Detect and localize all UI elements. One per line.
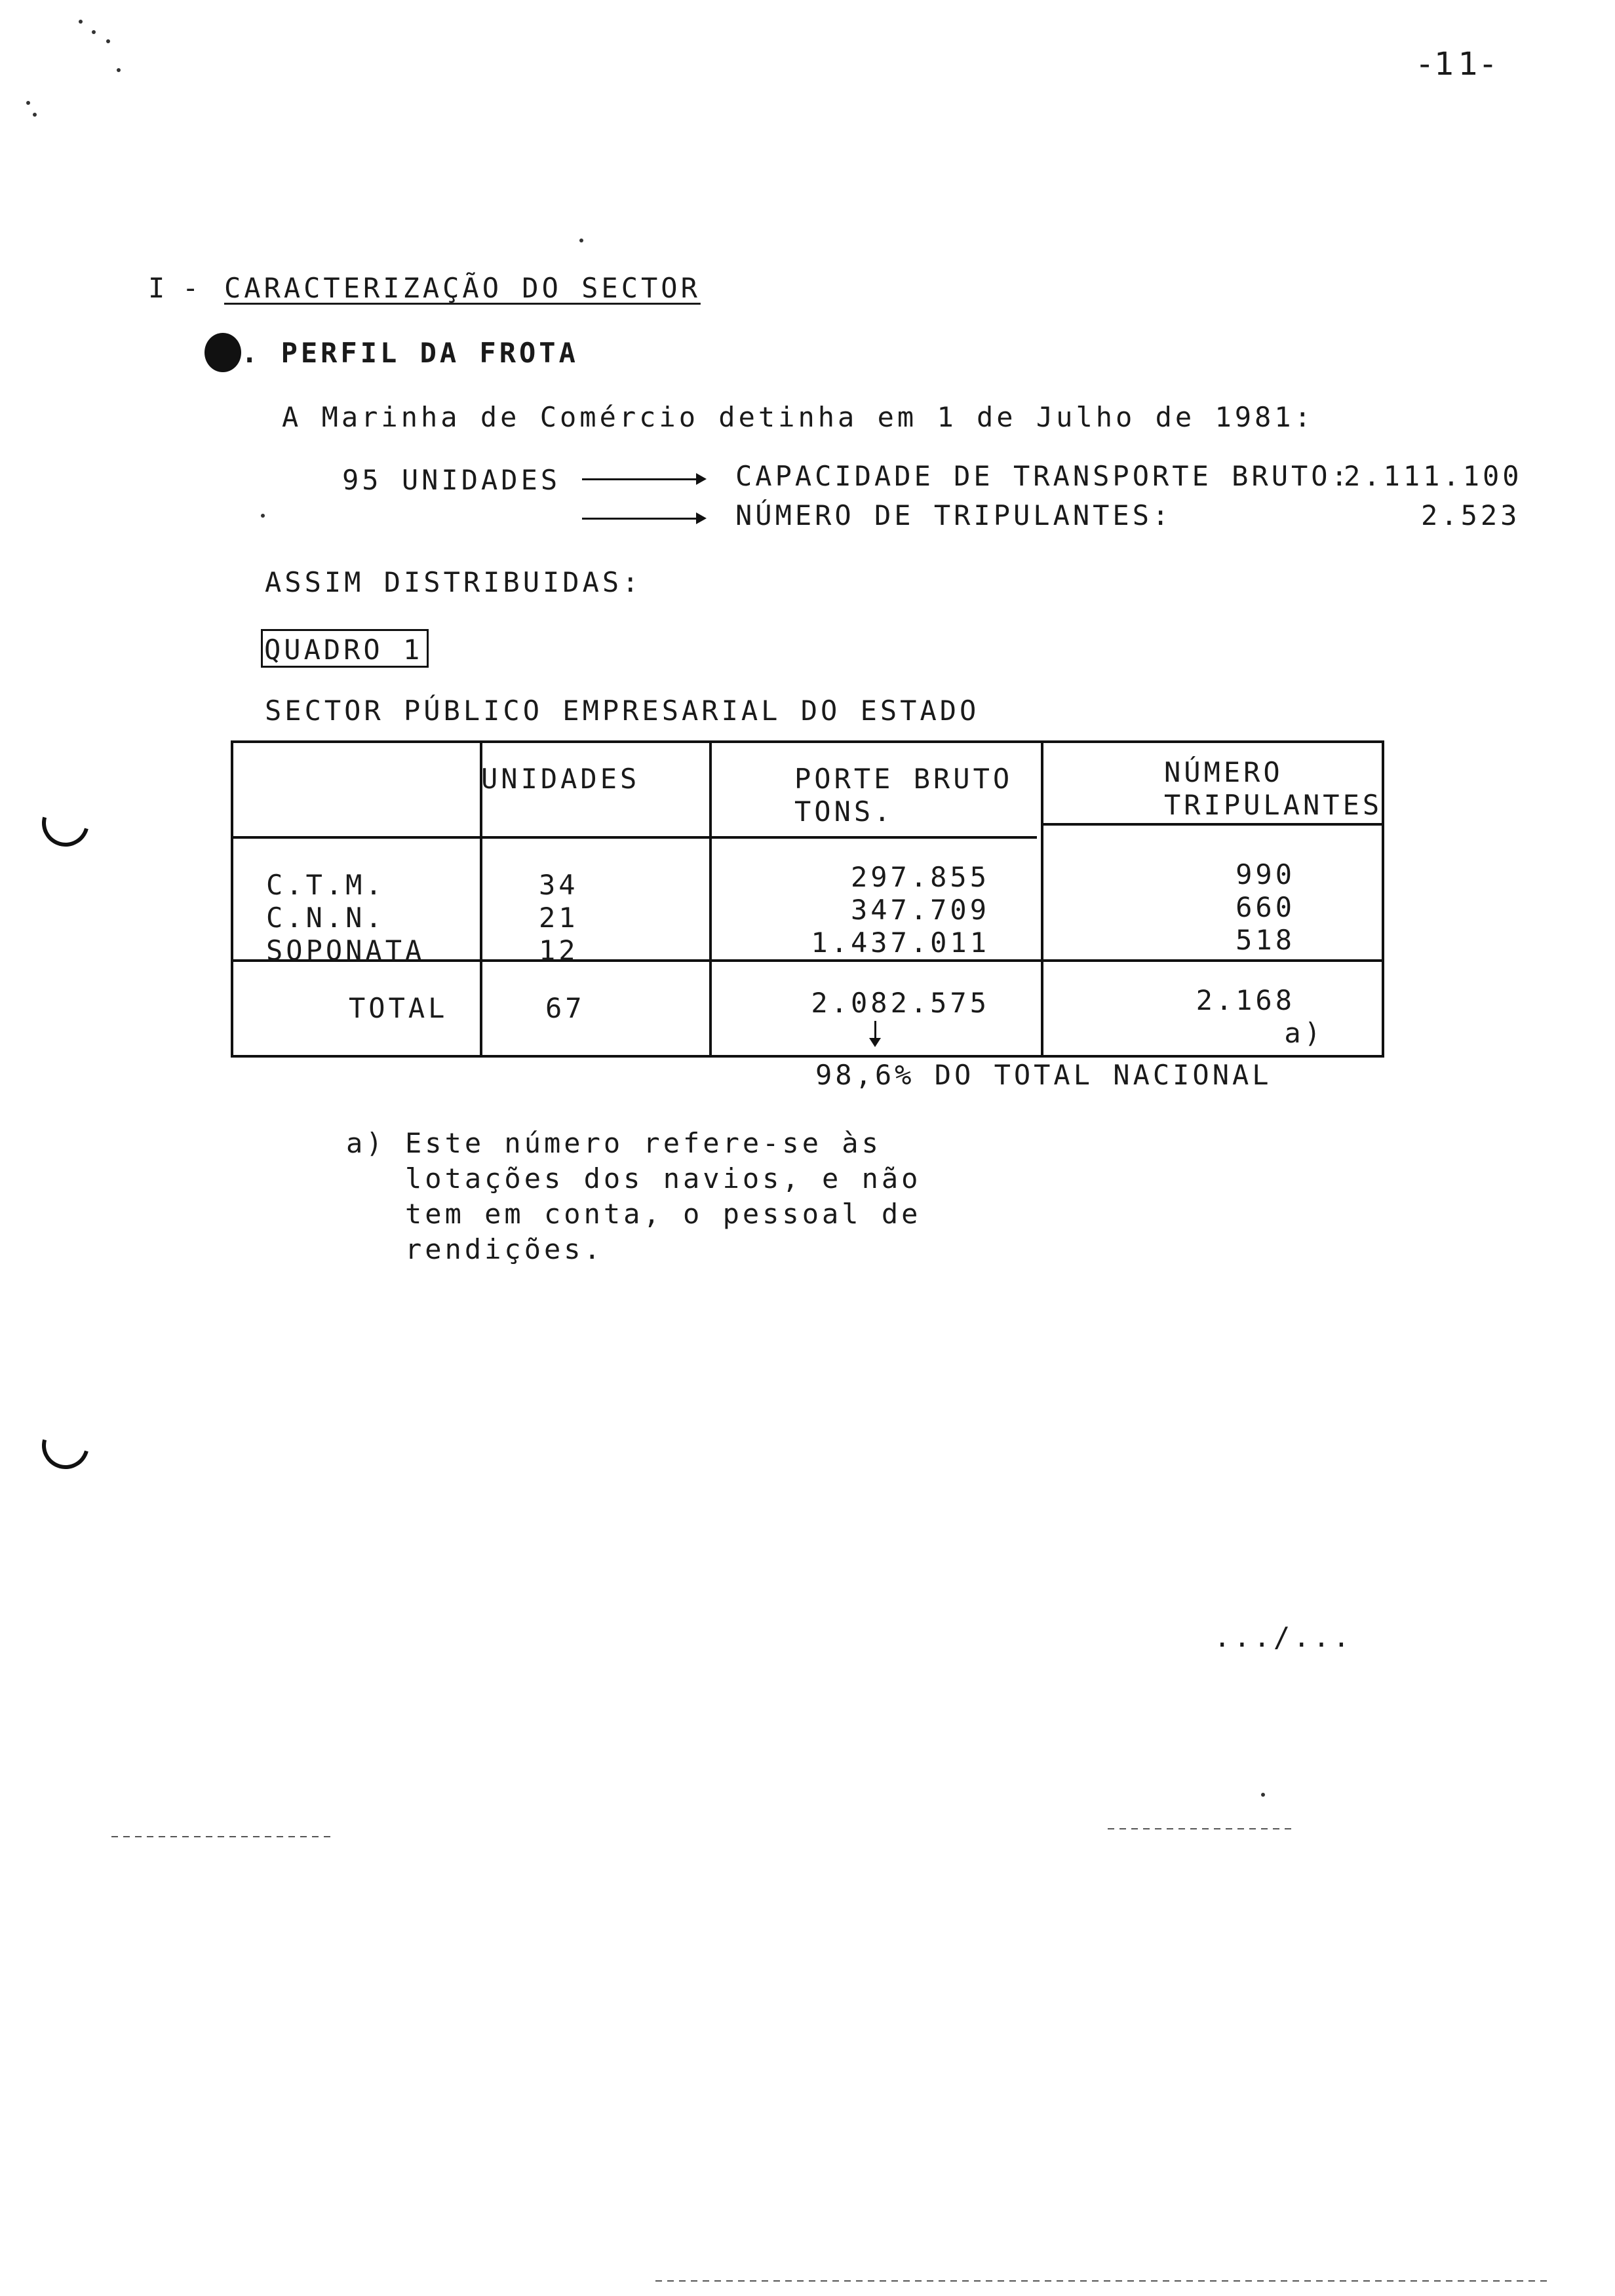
scan-speck [579, 239, 583, 242]
footnote-marker: a) [346, 1127, 386, 1159]
crew-value: 2.523 [1421, 499, 1521, 531]
header-units: UNIDADES [481, 763, 640, 795]
capacity-value: 2.111.100 [1344, 460, 1523, 492]
footnote-line: Este número refere-se às [405, 1127, 882, 1159]
scan-speck [92, 30, 96, 34]
scan-speck [1261, 1793, 1265, 1797]
header-tonnage: PORTE BRUTO [794, 763, 1013, 795]
arrow-down-icon [874, 1021, 876, 1043]
table-divider [1041, 823, 1382, 826]
table-label: QUADRO 1 [261, 629, 429, 668]
section-dash: - [182, 272, 203, 304]
scan-rule [111, 1836, 334, 1837]
subsection-title: . PERFIL DA FROTA [241, 337, 579, 369]
total-units: 67 [545, 992, 585, 1024]
row-units-soponata: 12 [539, 934, 579, 966]
row-name-ctm: C.T.M. [266, 869, 385, 901]
scan-rule [655, 2280, 1547, 2282]
total-tonnage: 2.082.575 [811, 987, 990, 1019]
section-number: I [148, 272, 168, 304]
arrow-right-icon [582, 478, 704, 480]
header-tonnage-unit: TONS. [794, 795, 894, 828]
table-divider [709, 743, 712, 1055]
row-crew-ctm: 990 [1236, 858, 1295, 890]
header-crew: NÚMERO [1164, 756, 1283, 788]
margin-mark [33, 791, 98, 855]
bullet-dot [204, 333, 241, 372]
scan-speck [26, 101, 30, 105]
margin-mark [33, 1413, 98, 1478]
scan-speck [117, 68, 121, 72]
scan-speck [79, 20, 83, 24]
scan-speck [33, 113, 37, 117]
scan-rule [1108, 1828, 1291, 1829]
scan-speck [261, 514, 265, 518]
row-tonnage-ctm: 297.855 [850, 861, 990, 893]
capacity-label: CAPACIDADE DE TRANSPORTE BRUTO: [735, 460, 1351, 492]
footnote-line: tem em conta, o pessoal de [405, 1198, 922, 1230]
continuation-mark: .../... [1214, 1621, 1353, 1653]
row-name-cnn: C.N.N. [266, 902, 385, 934]
section-title: CARACTERIZAÇÃO DO SECTOR [224, 272, 701, 304]
row-crew-soponata: 518 [1236, 924, 1295, 956]
total-crew: 2.168 [1196, 984, 1295, 1016]
row-units-ctm: 34 [539, 869, 579, 901]
footnote-line: lotações dos navios, e não [405, 1162, 922, 1195]
share-note: 98,6% DO TOTAL NACIONAL [815, 1059, 1272, 1091]
row-name-soponata: SOPONATA [266, 934, 425, 966]
scan-speck [106, 39, 110, 43]
intro-text: A Marinha de Comércio detinha em 1 de Julho de 1981: [282, 401, 1314, 433]
footnote-line: rendições. [405, 1233, 604, 1265]
fleet-units: 95 UNIDADES [342, 464, 561, 496]
table-title: SECTOR PÚBLICO EMPRESARIAL DO ESTADO [265, 695, 980, 727]
crew-label: NÚMERO DE TRIPULANTES: [735, 499, 1173, 531]
arrow-right-icon [582, 518, 704, 520]
total-label: TOTAL [349, 992, 448, 1024]
row-tonnage-soponata: 1.437.011 [811, 927, 990, 959]
row-crew-cnn: 660 [1236, 891, 1295, 923]
table-divider [233, 836, 480, 839]
page-number: -11- [1419, 46, 1498, 83]
row-tonnage-cnn: 347.709 [850, 894, 990, 926]
table-divider [480, 836, 1037, 839]
distributed-label: ASSIM DISTRIBUIDAS: [265, 566, 642, 598]
header-crew-sub: TRIPULANTES [1164, 789, 1383, 821]
total-crew-note: a) [1284, 1017, 1324, 1049]
fleet-table [231, 740, 1384, 1058]
row-units-cnn: 21 [539, 902, 579, 934]
table-divider [1041, 743, 1043, 1055]
